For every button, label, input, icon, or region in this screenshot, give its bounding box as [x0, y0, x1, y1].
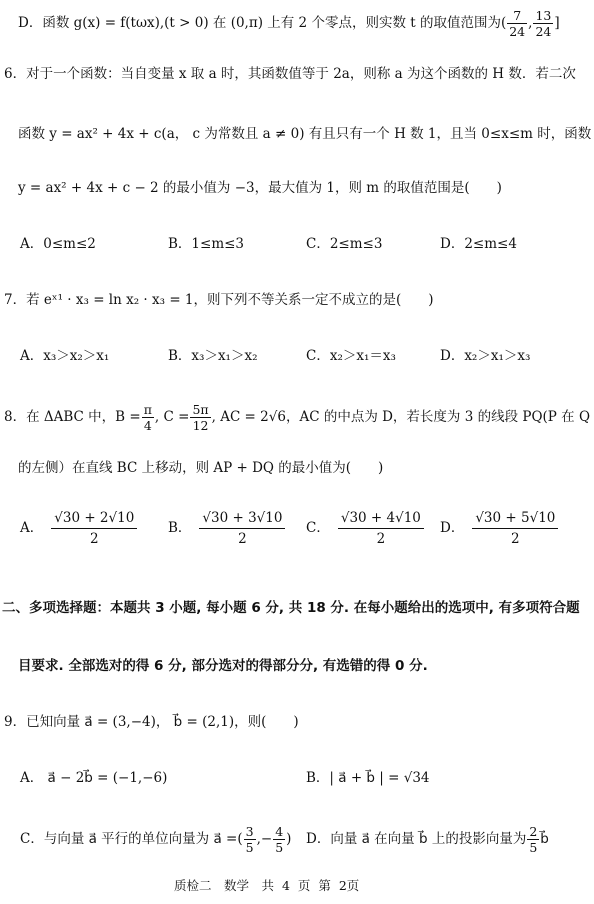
q8-option-d-fraction — [472, 508, 558, 549]
q9c-fraction-2 — [273, 824, 285, 855]
q7-option-c[interactable]: C．x₂＞x₁＝x₃ — [306, 348, 396, 364]
q7-option-b[interactable]: B．x₃＞x₁＞x₂ — [168, 348, 258, 364]
q8-text-3: , AC = 2√6，AC 的中点为 D，若长度为 3 的线段 PQ(P 在 Q — [211, 409, 591, 425]
q5d-f1-num: 7 — [507, 8, 527, 24]
q9c-open: ( — [237, 831, 243, 847]
q9d-den: 5 — [529, 840, 538, 855]
q8-c-den-opt: 2 — [376, 531, 386, 547]
q8-option-c[interactable] — [306, 508, 424, 549]
q8-c-num: 5π — [192, 402, 209, 417]
q8-stem-line-1 — [4, 402, 590, 433]
q5d-fraction-1 — [507, 8, 527, 39]
section-2-heading-line-2: 目要求. 全部选对的得 6 分, 部分选对的得部分分, 有选错的得 0 分. — [18, 658, 428, 674]
q5d-fraction-2 — [533, 8, 553, 39]
page-footer: 质检二 数学 共 4 页 第 2页 — [174, 878, 360, 893]
q5d-bracket-close: ] — [554, 15, 560, 31]
q8-option-d[interactable] — [440, 508, 558, 549]
q8-b-num: π — [143, 402, 152, 417]
q5-option-d — [18, 8, 560, 39]
q8-option-a-fraction — [51, 508, 137, 549]
q8-option-b-fraction — [199, 508, 285, 549]
q9-option-c[interactable] — [20, 824, 291, 855]
q5d-comma: , — [528, 15, 533, 31]
q5d-bracket-open: ( — [500, 15, 507, 31]
q9d-fraction — [527, 824, 539, 855]
q7-stem: 7．若 eˣ¹ · x₃ = ln x₂ · x₃ = 1，则下列不等关系一定不成立的是( ) — [4, 292, 434, 308]
q6-option-b[interactable]: B．1≤m≤3 — [168, 236, 245, 252]
q6-option-d[interactable]: D．2≤m≤4 — [440, 236, 517, 252]
q8-a-num: √30 + 2√10 — [51, 508, 137, 529]
q9c-close: ) — [286, 831, 292, 847]
q6-line-3: y = ax² + 4x + c − 2 的最小值为 −3，最大值为 1，则 m 的取值范围是( ) — [18, 180, 502, 196]
q9-stem: 9．已知向量 a⃗ = (3,−4)， b⃗ = (2,1)，则( ) — [4, 714, 299, 730]
q9d-num: 2 — [529, 824, 538, 839]
q6-line-1: 6．对于一个函数：当自变量 x 取 a 时，其函数值等于 2a，则称 a 为这个函数的 H 数．若二次 — [4, 66, 576, 82]
q5d-text: D．函数 g(x) = f(tωx),(t > 0) 在 (0,π) 上有 2 个零点，则实数 t 的取值范围为 — [18, 15, 501, 31]
q8-option-c-fraction — [338, 508, 424, 549]
q8-option-c-label: C． — [306, 520, 330, 536]
q5d-f1-den: 24 — [509, 24, 526, 39]
q8-b-den-opt: 2 — [238, 531, 247, 547]
q8-c-den: 12 — [192, 418, 209, 433]
q8-d-num-opt: √30 + 5√10 — [472, 508, 558, 529]
q8-angle-b — [142, 402, 154, 433]
q6-option-c[interactable]: C．2≤m≤3 — [306, 236, 383, 252]
q6-line-2: 函数 y = ax² + 4x + c(a， c 为常数且 a ≠ 0) 有且只有一个 H 数 1，且当 0≤x≤m 时，函数 — [18, 126, 592, 142]
q9c-d1: 5 — [245, 840, 254, 855]
q9c-d2: 5 — [275, 840, 284, 855]
q9d-text: D．向量 a⃗ 在向量 b⃗ 上的投影向量为 — [306, 831, 527, 847]
q9-option-a[interactable]: A． a⃗ − 2b⃗ = (−1,−6) — [20, 770, 168, 786]
q8-c-num-opt: √30 + 4√10 — [338, 508, 424, 529]
q8-angle-c — [190, 402, 210, 433]
q8-option-b[interactable] — [168, 508, 285, 549]
q9c-text: C．与向量 a⃗ 平行的单位向量为 a⃗ = — [20, 831, 238, 847]
q7-option-a[interactable]: A．x₃＞x₂＞x₁ — [20, 348, 110, 364]
section-2-heading-line-1: 二、多项选择题：本题共 3 小题, 每小题 6 分, 共 18 分. 在每小题给出的选项中, 有多项符合题 — [2, 600, 580, 616]
q9c-n1: 3 — [245, 824, 254, 839]
q5d-f2-den: 24 — [535, 24, 552, 39]
q9-option-d[interactable] — [306, 824, 549, 855]
q8-d-den-opt: 2 — [511, 531, 520, 547]
q9d-vector-b: b⃗ — [540, 831, 549, 847]
q9c-mid: ,− — [256, 831, 273, 847]
q5d-f2-num: 13 — [535, 8, 552, 23]
q8-option-a[interactable] — [20, 508, 137, 549]
q6-option-a[interactable]: A．0≤m≤2 — [20, 236, 96, 252]
q8-text-2: , C = — [154, 409, 190, 425]
q9-option-b[interactable]: B．| a⃗ + b⃗ | = √34 — [306, 770, 430, 786]
q9c-fraction-1 — [244, 824, 256, 855]
q8-b-num-opt: √30 + 3√10 — [199, 508, 285, 529]
q8-option-a-label: A． — [20, 520, 44, 536]
q7-option-d[interactable]: D．x₂＞x₁＞x₃ — [440, 348, 531, 364]
q8-option-d-label: D． — [440, 520, 465, 536]
q9c-n2: 4 — [275, 824, 284, 839]
q8-stem-line-2: 的左侧）在直线 BC 上移动，则 AP + DQ 的最小值为( ) — [18, 460, 384, 476]
q8-b-den: 4 — [143, 418, 152, 433]
q8-text-1: 8．在 ΔABC 中，B = — [4, 409, 141, 425]
q8-option-b-label: B． — [168, 520, 192, 536]
q8-a-den: 2 — [89, 531, 99, 547]
